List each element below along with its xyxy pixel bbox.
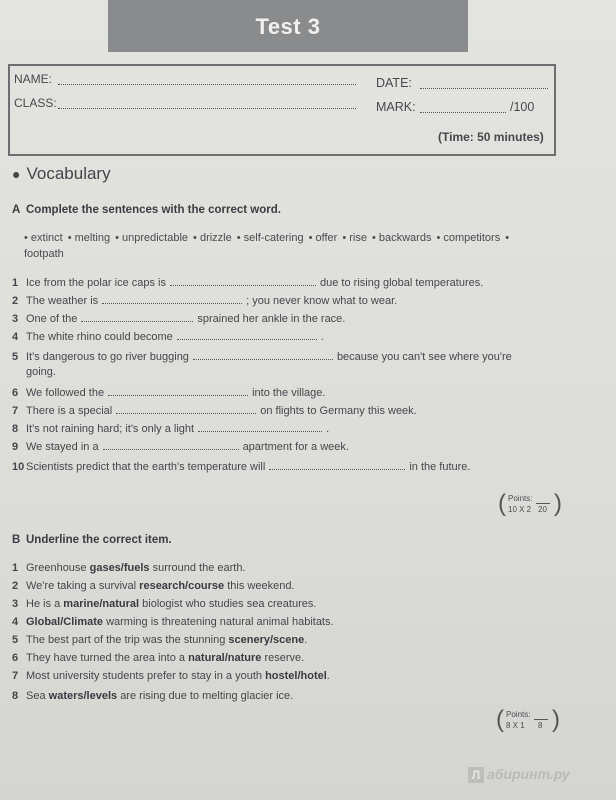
sentence-end: . xyxy=(326,670,330,682)
sentence-end: ; you never know what to wear. xyxy=(246,295,398,307)
left-paren-icon: ( xyxy=(496,706,504,733)
choice-options[interactable]: hostel/hotel xyxy=(265,670,327,682)
mark-label: MARK: xyxy=(376,100,416,114)
sentence-start: We're taking a survival xyxy=(26,580,140,592)
sentence-start: going. xyxy=(26,366,56,378)
item-number: 7 xyxy=(12,670,19,682)
item-number: 3 xyxy=(12,598,19,610)
sentence-end: . xyxy=(304,634,308,646)
sentence-start: Most university students prefer to stay in a youth xyxy=(26,670,266,682)
part-a-sentence xyxy=(12,460,470,473)
part-a-sentence xyxy=(12,386,325,399)
sentence-end: this weekend. xyxy=(224,580,295,592)
bullet-icon: ● xyxy=(12,166,21,182)
part-b-points-calc: 8 X 1 xyxy=(506,721,525,730)
part-b-points-label: Points: xyxy=(506,710,531,719)
part-a-points-calc: 10 X 2 xyxy=(508,505,532,514)
sentence-end: on flights to Germany this week. xyxy=(260,405,417,417)
part-b-sentence xyxy=(12,690,293,702)
class-label: CLASS: xyxy=(14,96,57,110)
word-bank-item: • offer xyxy=(308,232,338,244)
item-number: 2 xyxy=(12,580,19,592)
sentence-start: We stayed in a xyxy=(26,441,99,453)
item-number: 6 xyxy=(12,387,19,399)
sentence-start: He is a xyxy=(26,598,64,610)
part-a-points-total: 20 xyxy=(538,505,547,514)
sentence-end: apartment for a week. xyxy=(242,441,349,453)
sentence-end: warming is threatening natural animal habitats. xyxy=(103,616,334,628)
sentence-end: are rising due to melting glacier ice. xyxy=(117,690,294,702)
sentence-end: in the future. xyxy=(409,461,471,473)
answer-blank[interactable] xyxy=(170,276,316,286)
answer-blank[interactable] xyxy=(103,440,239,450)
sentence-start: It's not raining hard; it's only a light xyxy=(26,423,195,435)
class-field-line xyxy=(58,108,356,109)
sentence-start: It's dangerous to go river bugging xyxy=(26,351,189,363)
answer-blank[interactable] xyxy=(198,422,322,432)
item-number: 9 xyxy=(12,441,19,453)
item-number: 5 xyxy=(12,634,19,646)
word-bank-item: • footpath xyxy=(24,232,510,260)
left-paren-icon: ( xyxy=(498,490,506,517)
choice-options[interactable]: waters/levels xyxy=(48,690,118,702)
time-limit: (Time: 50 minutes) xyxy=(438,130,544,144)
sentence-start: There is a special xyxy=(26,405,113,417)
part-a-letter: A xyxy=(12,204,21,216)
part-a-instruction xyxy=(12,204,281,216)
part-a-sentence xyxy=(12,440,349,453)
item-number: 4 xyxy=(12,331,19,343)
item-number: 7 xyxy=(12,405,19,417)
word-bank-item: • backwards xyxy=(371,232,432,244)
sentence-start: They have turned the area into a xyxy=(26,652,189,664)
choice-options[interactable]: natural/nature xyxy=(188,652,262,664)
watermark xyxy=(468,766,570,783)
answer-blank[interactable] xyxy=(81,312,193,322)
name-label: NAME: xyxy=(14,72,53,86)
part-a-sentence xyxy=(12,312,345,325)
sentence-start: One of the xyxy=(26,313,78,325)
part-b-sentence xyxy=(12,616,334,628)
sentence-start: Sea xyxy=(26,690,49,702)
part-a-sentence xyxy=(12,330,324,343)
test-title: Test 3 xyxy=(255,14,321,39)
part-a-sentence xyxy=(12,404,417,417)
answer-blank[interactable] xyxy=(193,350,333,360)
part-a-points xyxy=(498,492,564,518)
item-number: 6 xyxy=(12,652,19,664)
sentence-end: due to rising global temperatures. xyxy=(320,277,484,289)
choice-options[interactable]: Global/Climate xyxy=(26,616,104,628)
part-b-sentence xyxy=(12,652,304,664)
item-number: 4 xyxy=(12,616,19,628)
section-heading xyxy=(12,164,111,184)
sentence-end: . xyxy=(326,423,330,435)
choice-options[interactable]: gases/fuels xyxy=(89,562,150,574)
choice-options[interactable]: marine/natural xyxy=(63,598,140,610)
part-a-points-label: Points: xyxy=(508,494,533,503)
part-b-sentence xyxy=(12,670,330,682)
word-bank-item: • melting xyxy=(67,232,111,244)
watermark-text: абиринт.ру xyxy=(487,766,570,782)
sentence-start: The weather is xyxy=(26,295,99,307)
part-b-letter: B xyxy=(12,534,21,546)
part-b-sentence xyxy=(12,598,316,610)
item-number: 5 xyxy=(12,351,19,363)
choice-options[interactable]: research/course xyxy=(139,580,225,592)
sentence-end: into the village. xyxy=(252,387,326,399)
item-number: 3 xyxy=(12,313,19,325)
right-paren-icon: ) xyxy=(552,706,560,733)
sentence-start: We followed the xyxy=(26,387,105,399)
sentence-start: The white rhino could become xyxy=(26,331,173,343)
part-a-sentence xyxy=(12,350,512,363)
part-b-instruction-text: Underline the correct item. xyxy=(26,534,172,546)
date-label: DATE: xyxy=(376,76,412,90)
sentence-end: surround the earth. xyxy=(149,562,246,574)
part-b-points xyxy=(496,708,562,734)
part-a-sentence xyxy=(12,276,483,289)
sentence-end: biologist who studies sea creatures. xyxy=(139,598,317,610)
item-number: 8 xyxy=(12,423,19,435)
part-a-instruction-text: Complete the sentences with the correct word. xyxy=(26,204,281,216)
word-bank-item: • extinct xyxy=(24,232,63,244)
part-b-sentence xyxy=(12,634,307,646)
sentence-end: sprained her ankle in the race. xyxy=(197,313,346,325)
sentence-start: Scientists predict that the earth's temperature will xyxy=(26,461,266,473)
item-number: 2 xyxy=(12,295,19,307)
right-paren-icon: ) xyxy=(554,490,562,517)
title-banner xyxy=(108,0,468,52)
section-heading-text: Vocabulary xyxy=(26,164,111,183)
part-b-instruction xyxy=(12,534,172,546)
part-b-points-total: 8 xyxy=(538,721,543,730)
sentence-end: because you can't see where you're xyxy=(336,351,512,363)
part-a-sentence xyxy=(12,422,329,435)
sentence-start: Greenhouse xyxy=(26,562,90,574)
answer-blank[interactable] xyxy=(269,460,405,470)
date-field-line xyxy=(420,88,548,89)
sentence-start: Ice from the polar ice caps is xyxy=(26,277,167,289)
student-info-box xyxy=(8,64,556,156)
sentence-end: . xyxy=(320,331,324,343)
part-b-sentence xyxy=(12,580,295,592)
item-number: 1 xyxy=(12,562,19,574)
sentence-start: The best part of the trip was the stunning xyxy=(26,634,229,646)
item-number: 10 xyxy=(12,461,25,473)
name-field-line xyxy=(58,84,356,85)
answer-blank[interactable] xyxy=(108,386,248,396)
word-bank-item: • drizzle xyxy=(193,232,232,244)
watermark-logo-icon: Л xyxy=(468,767,484,783)
mark-total: /100 xyxy=(510,100,535,114)
part-a-sentence xyxy=(12,294,397,307)
answer-blank[interactable] xyxy=(102,294,242,304)
word-bank-item: • competitors xyxy=(436,232,501,244)
item-number: 1 xyxy=(12,277,19,289)
choice-options[interactable]: scenery/scene xyxy=(228,634,305,646)
item-number: 8 xyxy=(12,690,19,702)
answer-blank[interactable] xyxy=(177,330,317,340)
part-a-sentence xyxy=(12,366,56,378)
mark-field-line xyxy=(420,112,506,113)
answer-blank[interactable] xyxy=(116,404,256,414)
part-b-sentence xyxy=(12,562,246,574)
sentence-end: reserve. xyxy=(261,652,305,664)
word-bank-item: • unpredictable xyxy=(115,232,189,244)
word-bank xyxy=(24,230,544,262)
word-bank-item: • self-catering xyxy=(236,232,304,244)
word-bank-item: • rise xyxy=(342,232,367,244)
